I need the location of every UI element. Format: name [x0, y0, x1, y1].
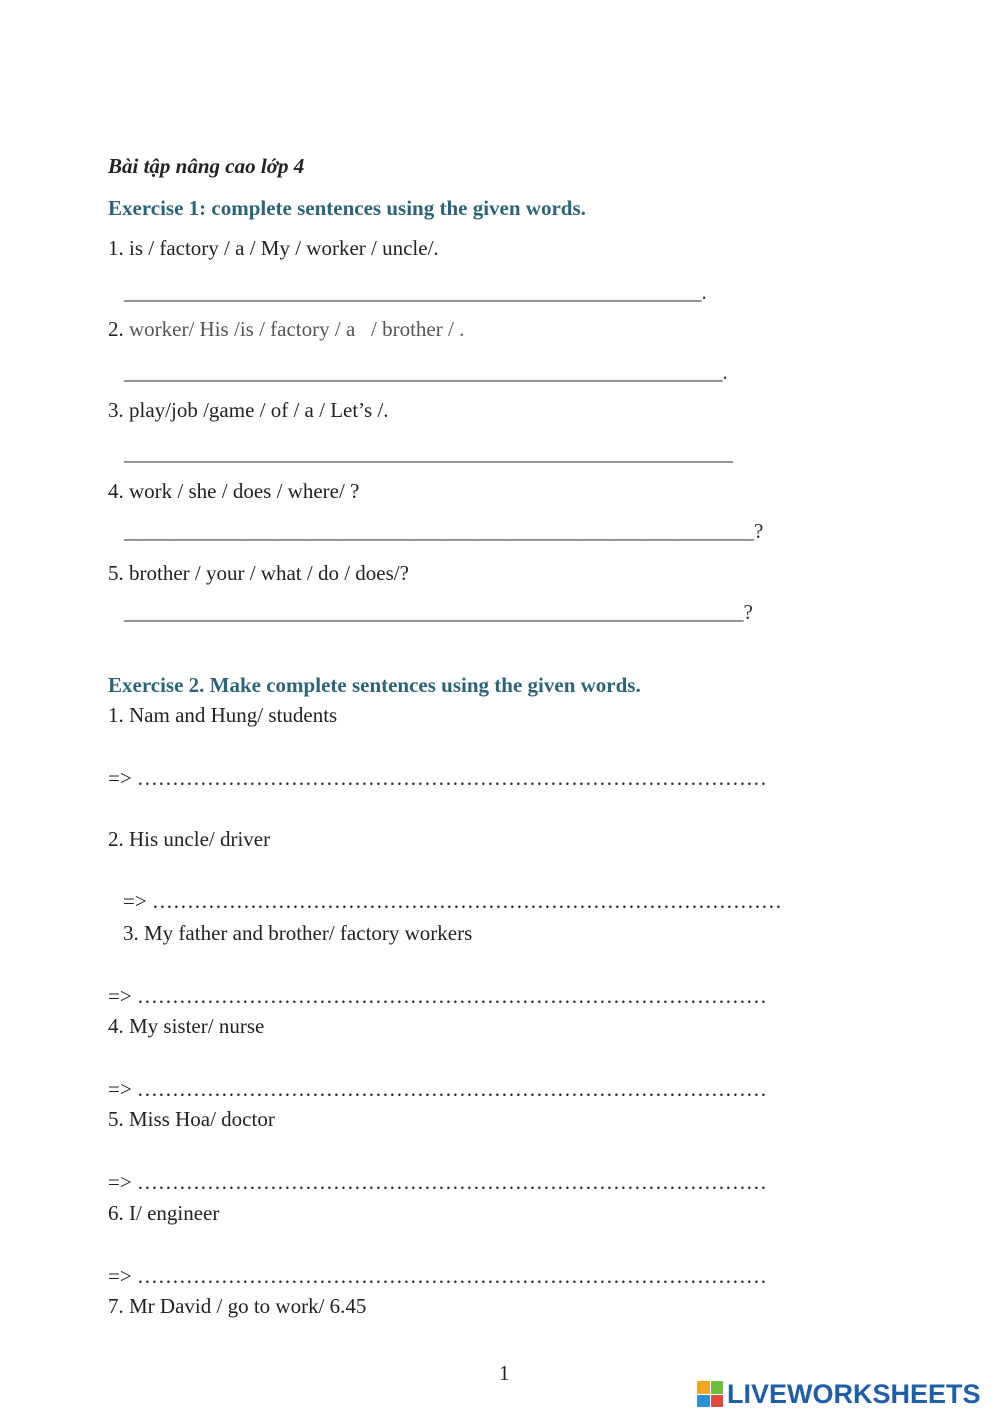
liveworksheets-text: LIVEWORKSHEETS [727, 1378, 981, 1409]
ex1-item-1-prompt: 1. is / factory / a / My / worker / uncle/. [108, 236, 439, 260]
ex2-item-5-prompt: 5. Miss Hoa/ doctor [108, 1107, 275, 1131]
liveworksheets-logo-icon [697, 1381, 723, 1407]
ex1-item-3-prompt: 3. play/job /game / of / a / Let’s /. [108, 398, 389, 422]
ex2-item-6-answer-line[interactable]: => ……………………………………………………………………………… [108, 1264, 767, 1288]
ex2-item-1-prompt: 1. Nam and Hung/ students [108, 703, 338, 727]
ex1-item-1-answer-line[interactable]: _______________________________________________________. [124, 280, 707, 304]
ex2-item-7-prompt: 7. Mr David / go to work/ 6.45 [108, 1294, 367, 1318]
ex2-item-3-prompt: 3. My father and brother/ factory workers [123, 921, 473, 945]
exercise-2-heading: Exercise 2. Make complete sentences using the given words. [108, 673, 641, 697]
ex2-item-1-answer-line[interactable]: => ……………………………………………………………………………… [108, 766, 767, 790]
ex1-item-2-words: worker/ His /is / factory / a / brother / . [129, 317, 465, 341]
ex1-item-2-number: 2. [108, 317, 129, 341]
ex1-item-5-prompt: 5. brother / your / what / do / does/? [108, 561, 409, 585]
ex1-item-3-answer-line[interactable]: __________________________________________________________ [124, 441, 733, 465]
ex2-item-5-answer-line[interactable]: => ……………………………………………………………………………… [108, 1170, 767, 1194]
ex1-item-5-answer-line[interactable]: ___________________________________________________________? [124, 600, 753, 624]
ex2-item-2-answer-line[interactable]: => ……………………………………………………………………………… [123, 889, 782, 913]
ex1-item-4-answer-line[interactable]: ____________________________________________________________? [124, 519, 764, 543]
liveworksheets-watermark [697, 1377, 981, 1411]
page-number: 1 [499, 1361, 510, 1385]
ex2-item-6-prompt: 6. I/ engineer [108, 1201, 220, 1225]
ex1-item-2-answer-line[interactable]: _________________________________________________________. [124, 360, 728, 384]
ex2-item-4-answer-line[interactable]: => ……………………………………………………………………………… [108, 1077, 767, 1101]
ex2-item-2-prompt: 2. His uncle/ driver [108, 827, 271, 851]
ex1-item-4-prompt: 4. work / she / does / where/ ? [108, 479, 360, 503]
document-title: Bài tập nâng cao lớp 4 [108, 154, 305, 178]
ex2-item-3-answer-line[interactable]: => ……………………………………………………………………………… [108, 984, 767, 1008]
ex2-item-4-prompt: 4. My sister/ nurse [108, 1014, 265, 1038]
ex1-item-2-prompt [108, 317, 464, 342]
exercise-1-heading: Exercise 1: complete sentences using the given words. [108, 196, 586, 220]
